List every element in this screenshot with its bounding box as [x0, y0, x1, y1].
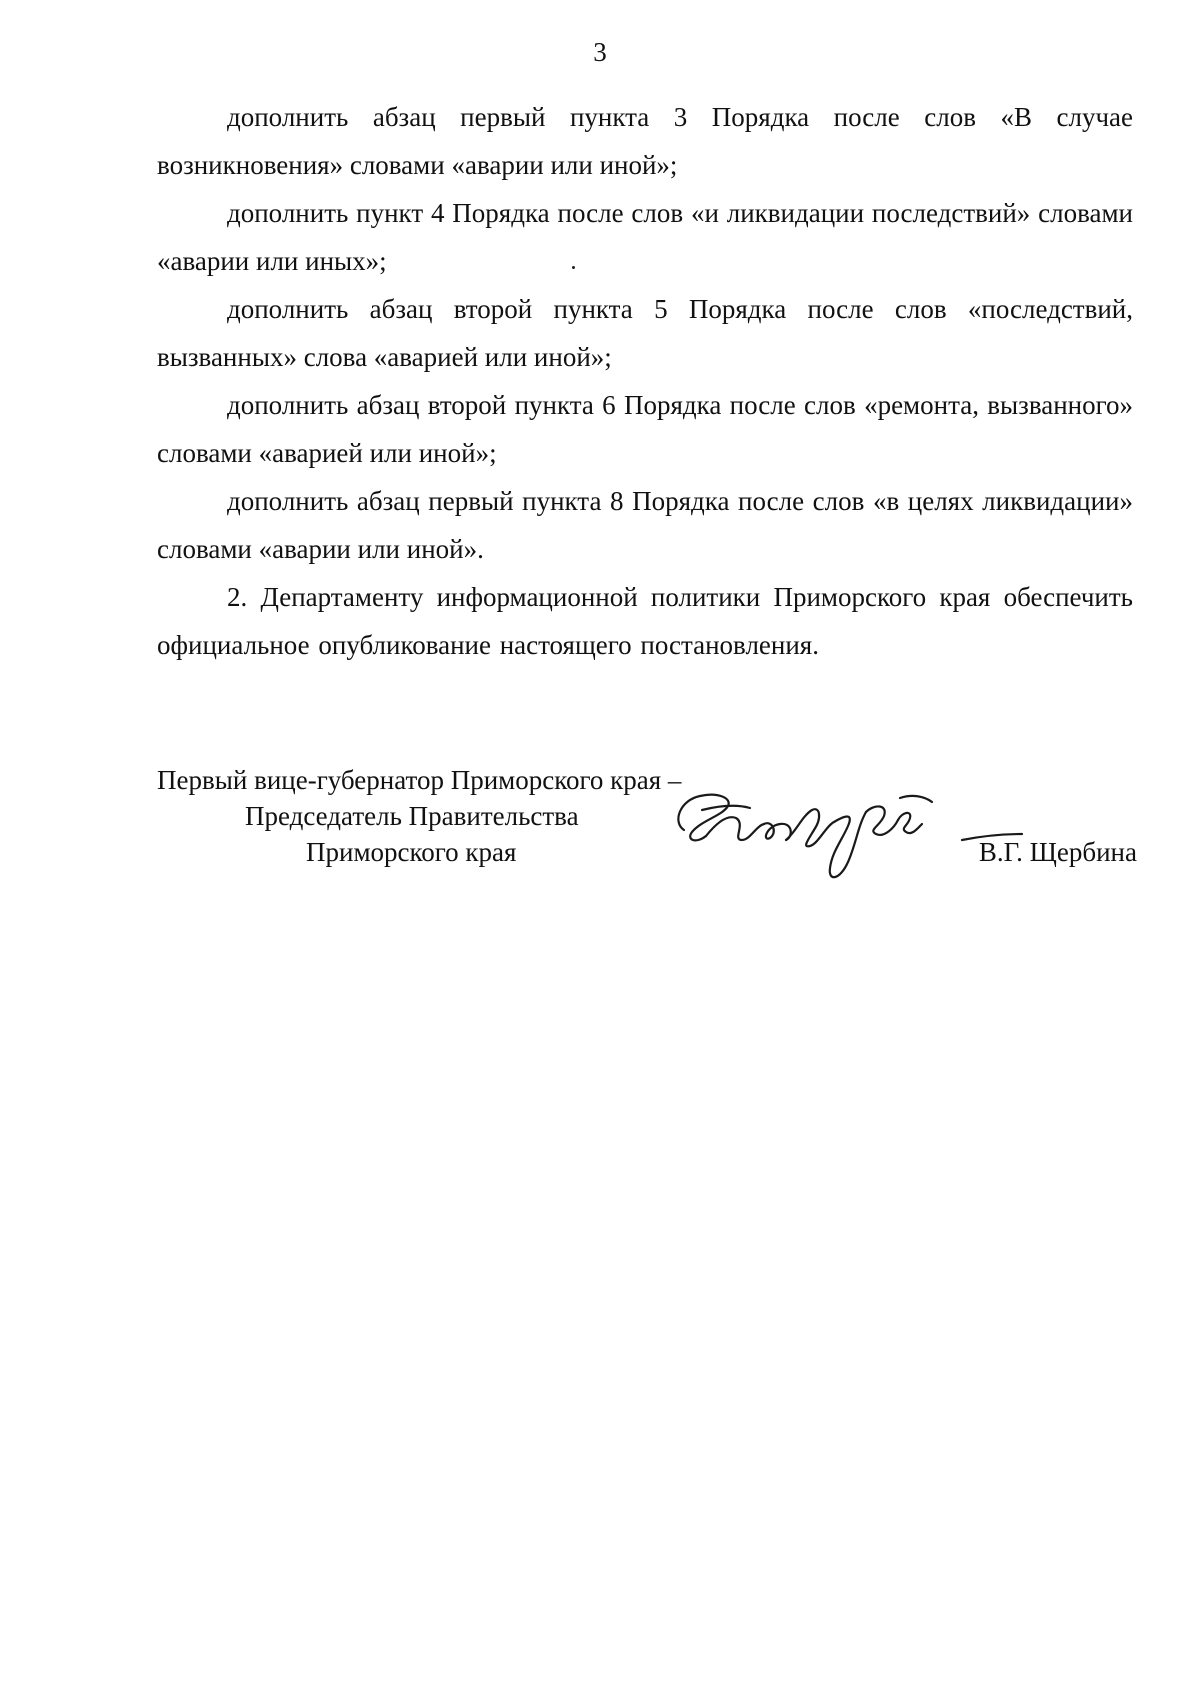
page-number: 3	[593, 37, 607, 67]
paragraph-item-5: дополнить абзац второй пункта 5 Порядка после слов «последствий, вызванных» слова «аварией или иной»;	[157, 294, 1133, 372]
signatory-name: В.Г. Щербина	[978, 837, 1137, 867]
signatory-title-line-2: Председатель Правительства	[245, 801, 579, 831]
paragraph-publication: 2. Департаменту информационной политики Приморского края обеспечить официальное опубликование настоящего постановления.	[157, 582, 1133, 660]
paragraph-item-3: дополнить абзац первый пункта 3 Порядка после слов «В случае возникновения» словами «аварии или иной»;	[157, 102, 1133, 180]
signature-block	[157, 762, 1137, 892]
document-body	[157, 93, 1133, 669]
scan-speck	[572, 266, 575, 269]
paragraph-item-8: дополнить абзац первый пункта 8 Порядка после слов «в целях ликвидации» словами «аварии или иной».	[157, 486, 1133, 564]
paragraph-item-6: дополнить абзац второй пункта 6 Порядка после слов «ремонта, вызванного» словами «аварией или иной»;	[157, 390, 1133, 468]
signatory-title-line-1: Первый вице-губернатор Приморского края –	[157, 765, 682, 795]
signatory-title-line-3: Приморского края	[306, 837, 517, 867]
paragraph-item-4: дополнить пункт 4 Порядка после слов «и ликвидации последствий» словами «аварии или иных»;	[157, 198, 1133, 276]
